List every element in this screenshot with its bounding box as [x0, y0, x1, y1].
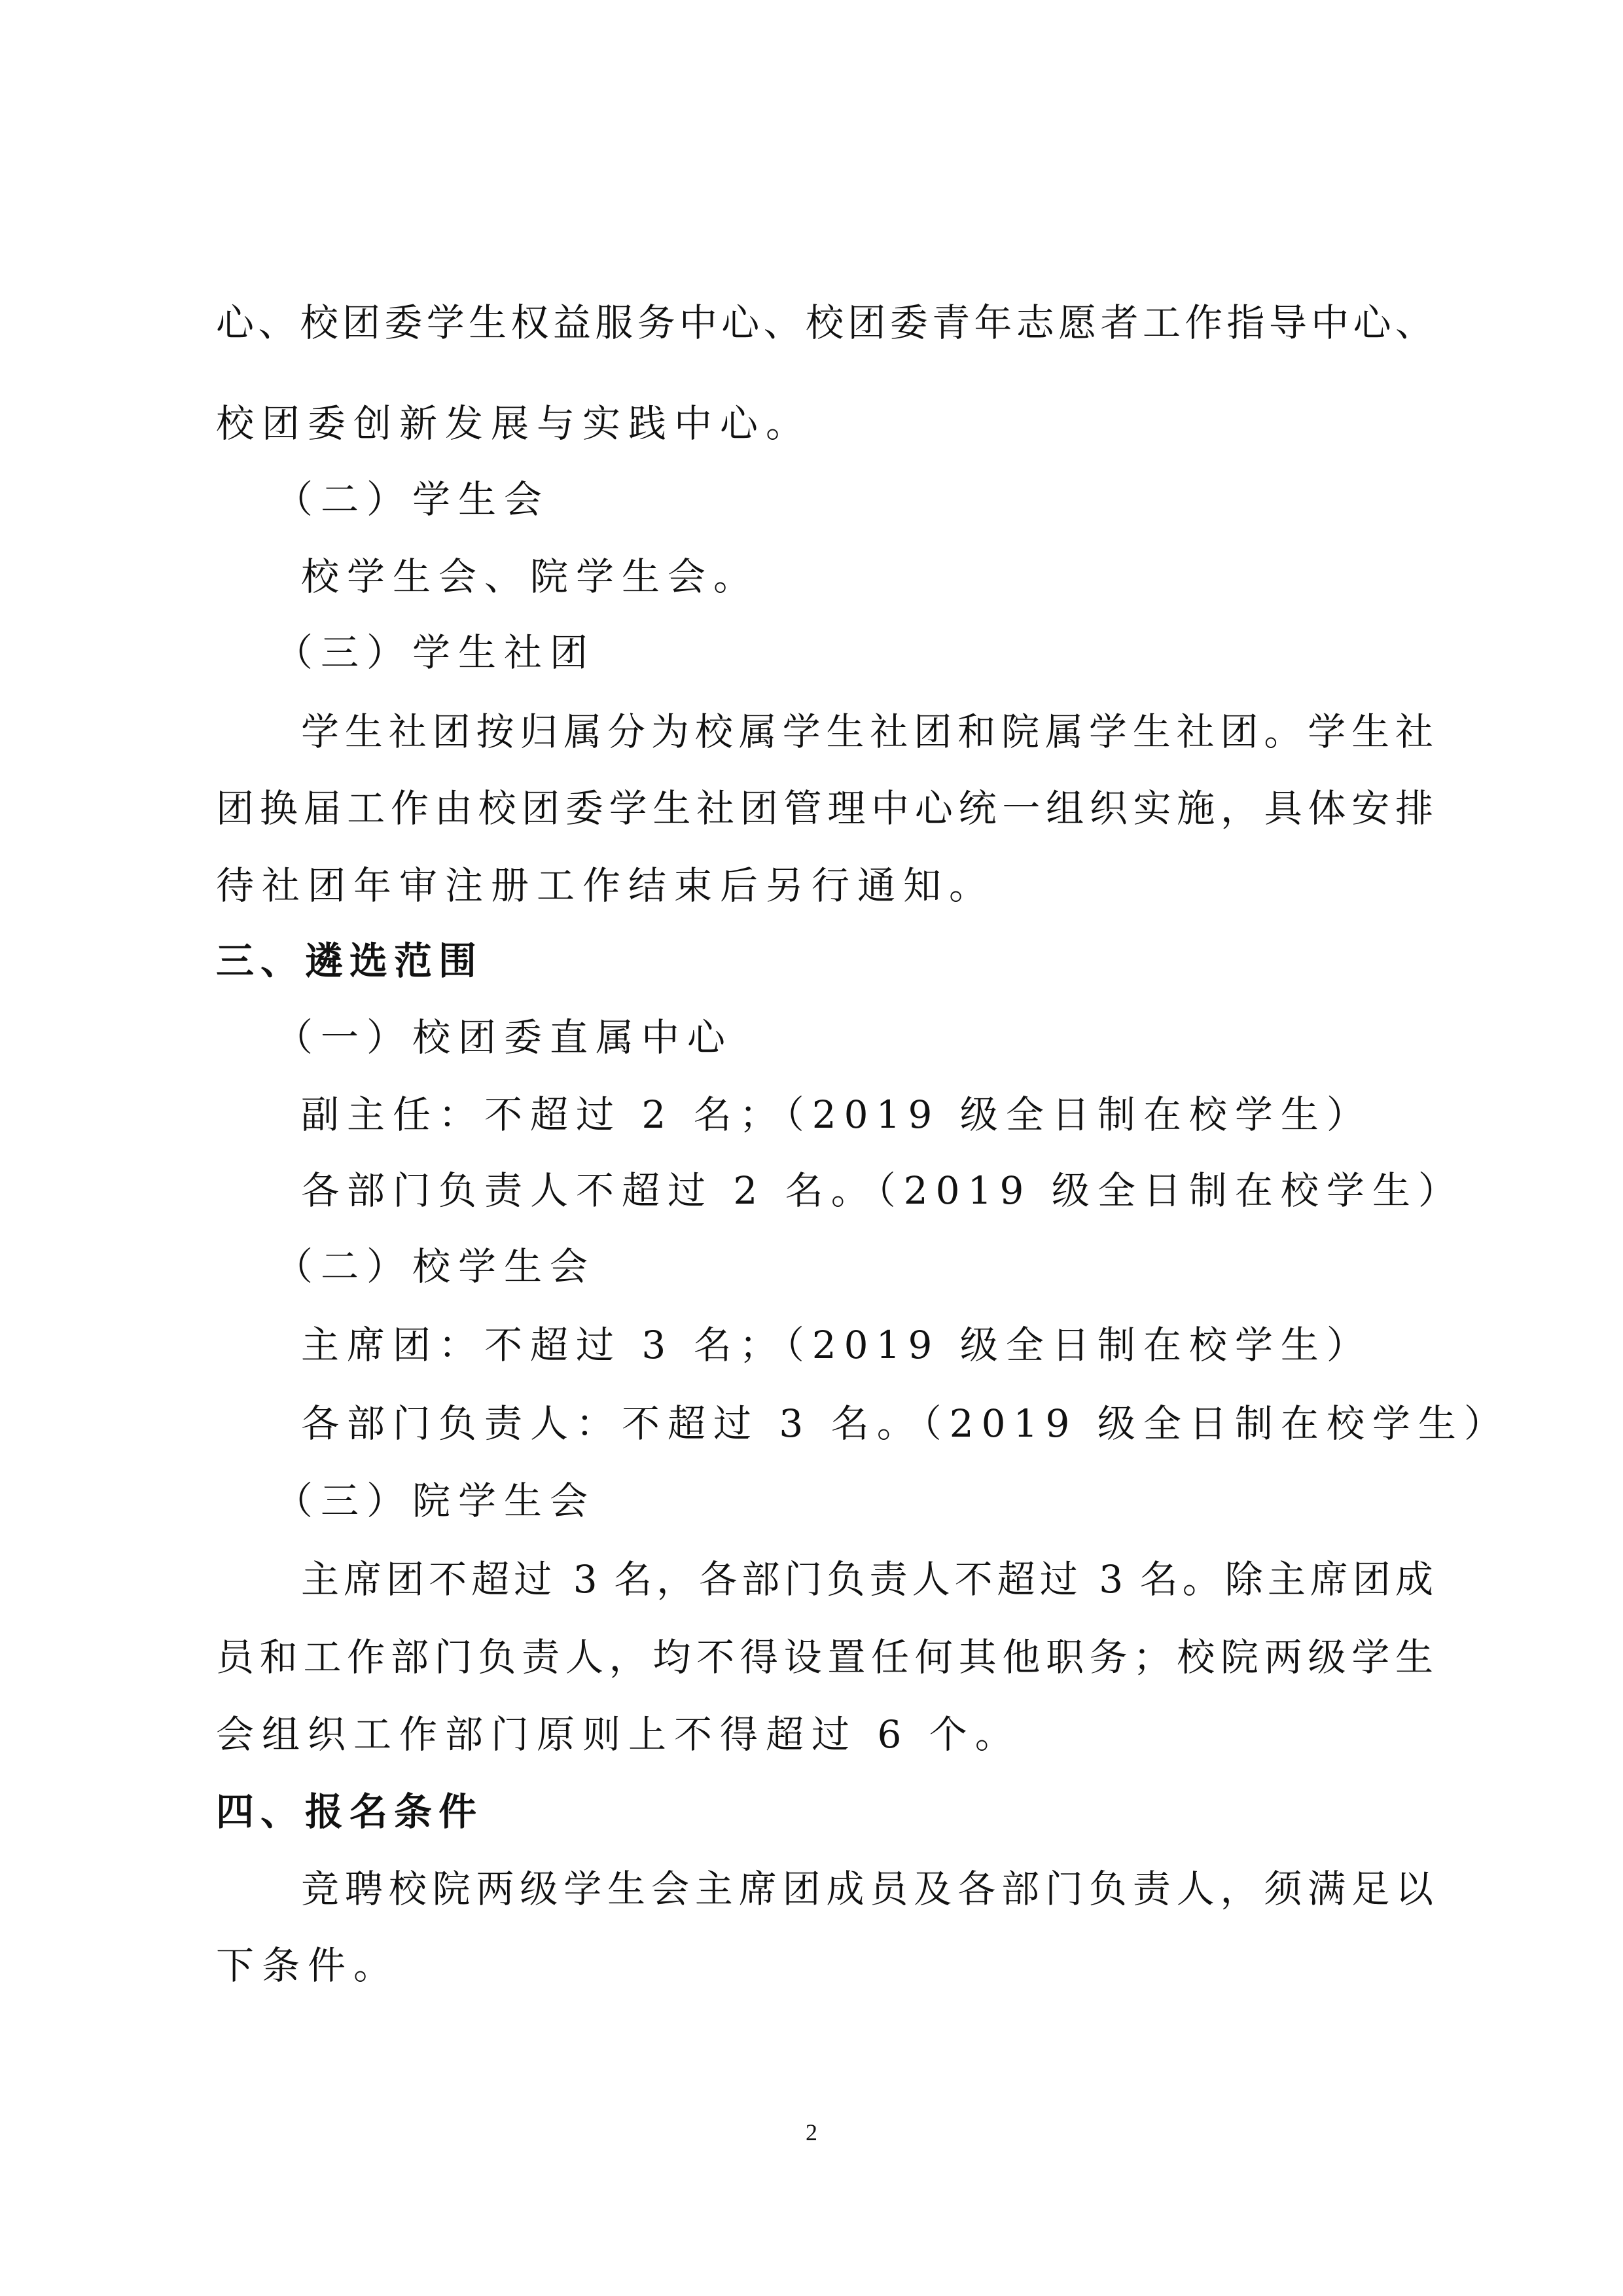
section-heading: 三、遴选范围: [216, 939, 484, 983]
text-line: 校团委创新发展与实践中心。: [216, 401, 812, 446]
text-line: 员和工作部门负责人，均不得设置任何其他职务；校院两级学生: [216, 1635, 1433, 1679]
subsection-heading: （三）院学生会: [275, 1479, 596, 1523]
text-line: 各部门负责人：不超过 3 名。（2019 级全日制在校学生）: [301, 1401, 1510, 1446]
subsection-heading: （二）学生会: [275, 477, 550, 522]
text-line: 团换届工作由校团委学生社团管理中心统一组织实施，具体安排: [216, 786, 1433, 831]
text-line: 主席团：不超过 3 名；（2019 级全日制在校学生）: [301, 1323, 1372, 1367]
text-line: 会组织工作部门原则上不得超过 6 个。: [216, 1712, 1021, 1757]
page-number: 2: [806, 2119, 817, 2145]
text-line: 副主任：不超过 2 名；（2019 级全日制在校学生）: [301, 1092, 1372, 1137]
section-heading: 四、报名条件: [216, 1789, 484, 1834]
text-line: 下条件。: [216, 1943, 400, 1988]
subsection-heading: （一）校团委直属中心: [275, 1015, 734, 1060]
subsection-heading: （二）校学生会: [275, 1244, 596, 1289]
text-line: 学生社团按归属分为校属学生社团和院属学生社团。学生社: [301, 709, 1433, 754]
text-line: 竞聘校院两级学生会主席团成员及各部门负责人，须满足以: [301, 1867, 1433, 1911]
subsection-heading: （三）学生社团: [275, 630, 596, 675]
text-line: 校学生会、院学生会。: [301, 554, 760, 599]
text-line: 心、校团委学生权益服务中心、校团委青年志愿者工作指导中心、: [216, 300, 1433, 345]
text-line: 待社团年审注册工作结束后另行通知。: [216, 863, 995, 908]
text-line: 各部门负责人不超过 2 名。（2019 级全日制在校学生）: [301, 1168, 1464, 1213]
text-line: 主席团不超过 3 名，各部门负责人不超过 3 名。除主席团成: [301, 1557, 1433, 1602]
